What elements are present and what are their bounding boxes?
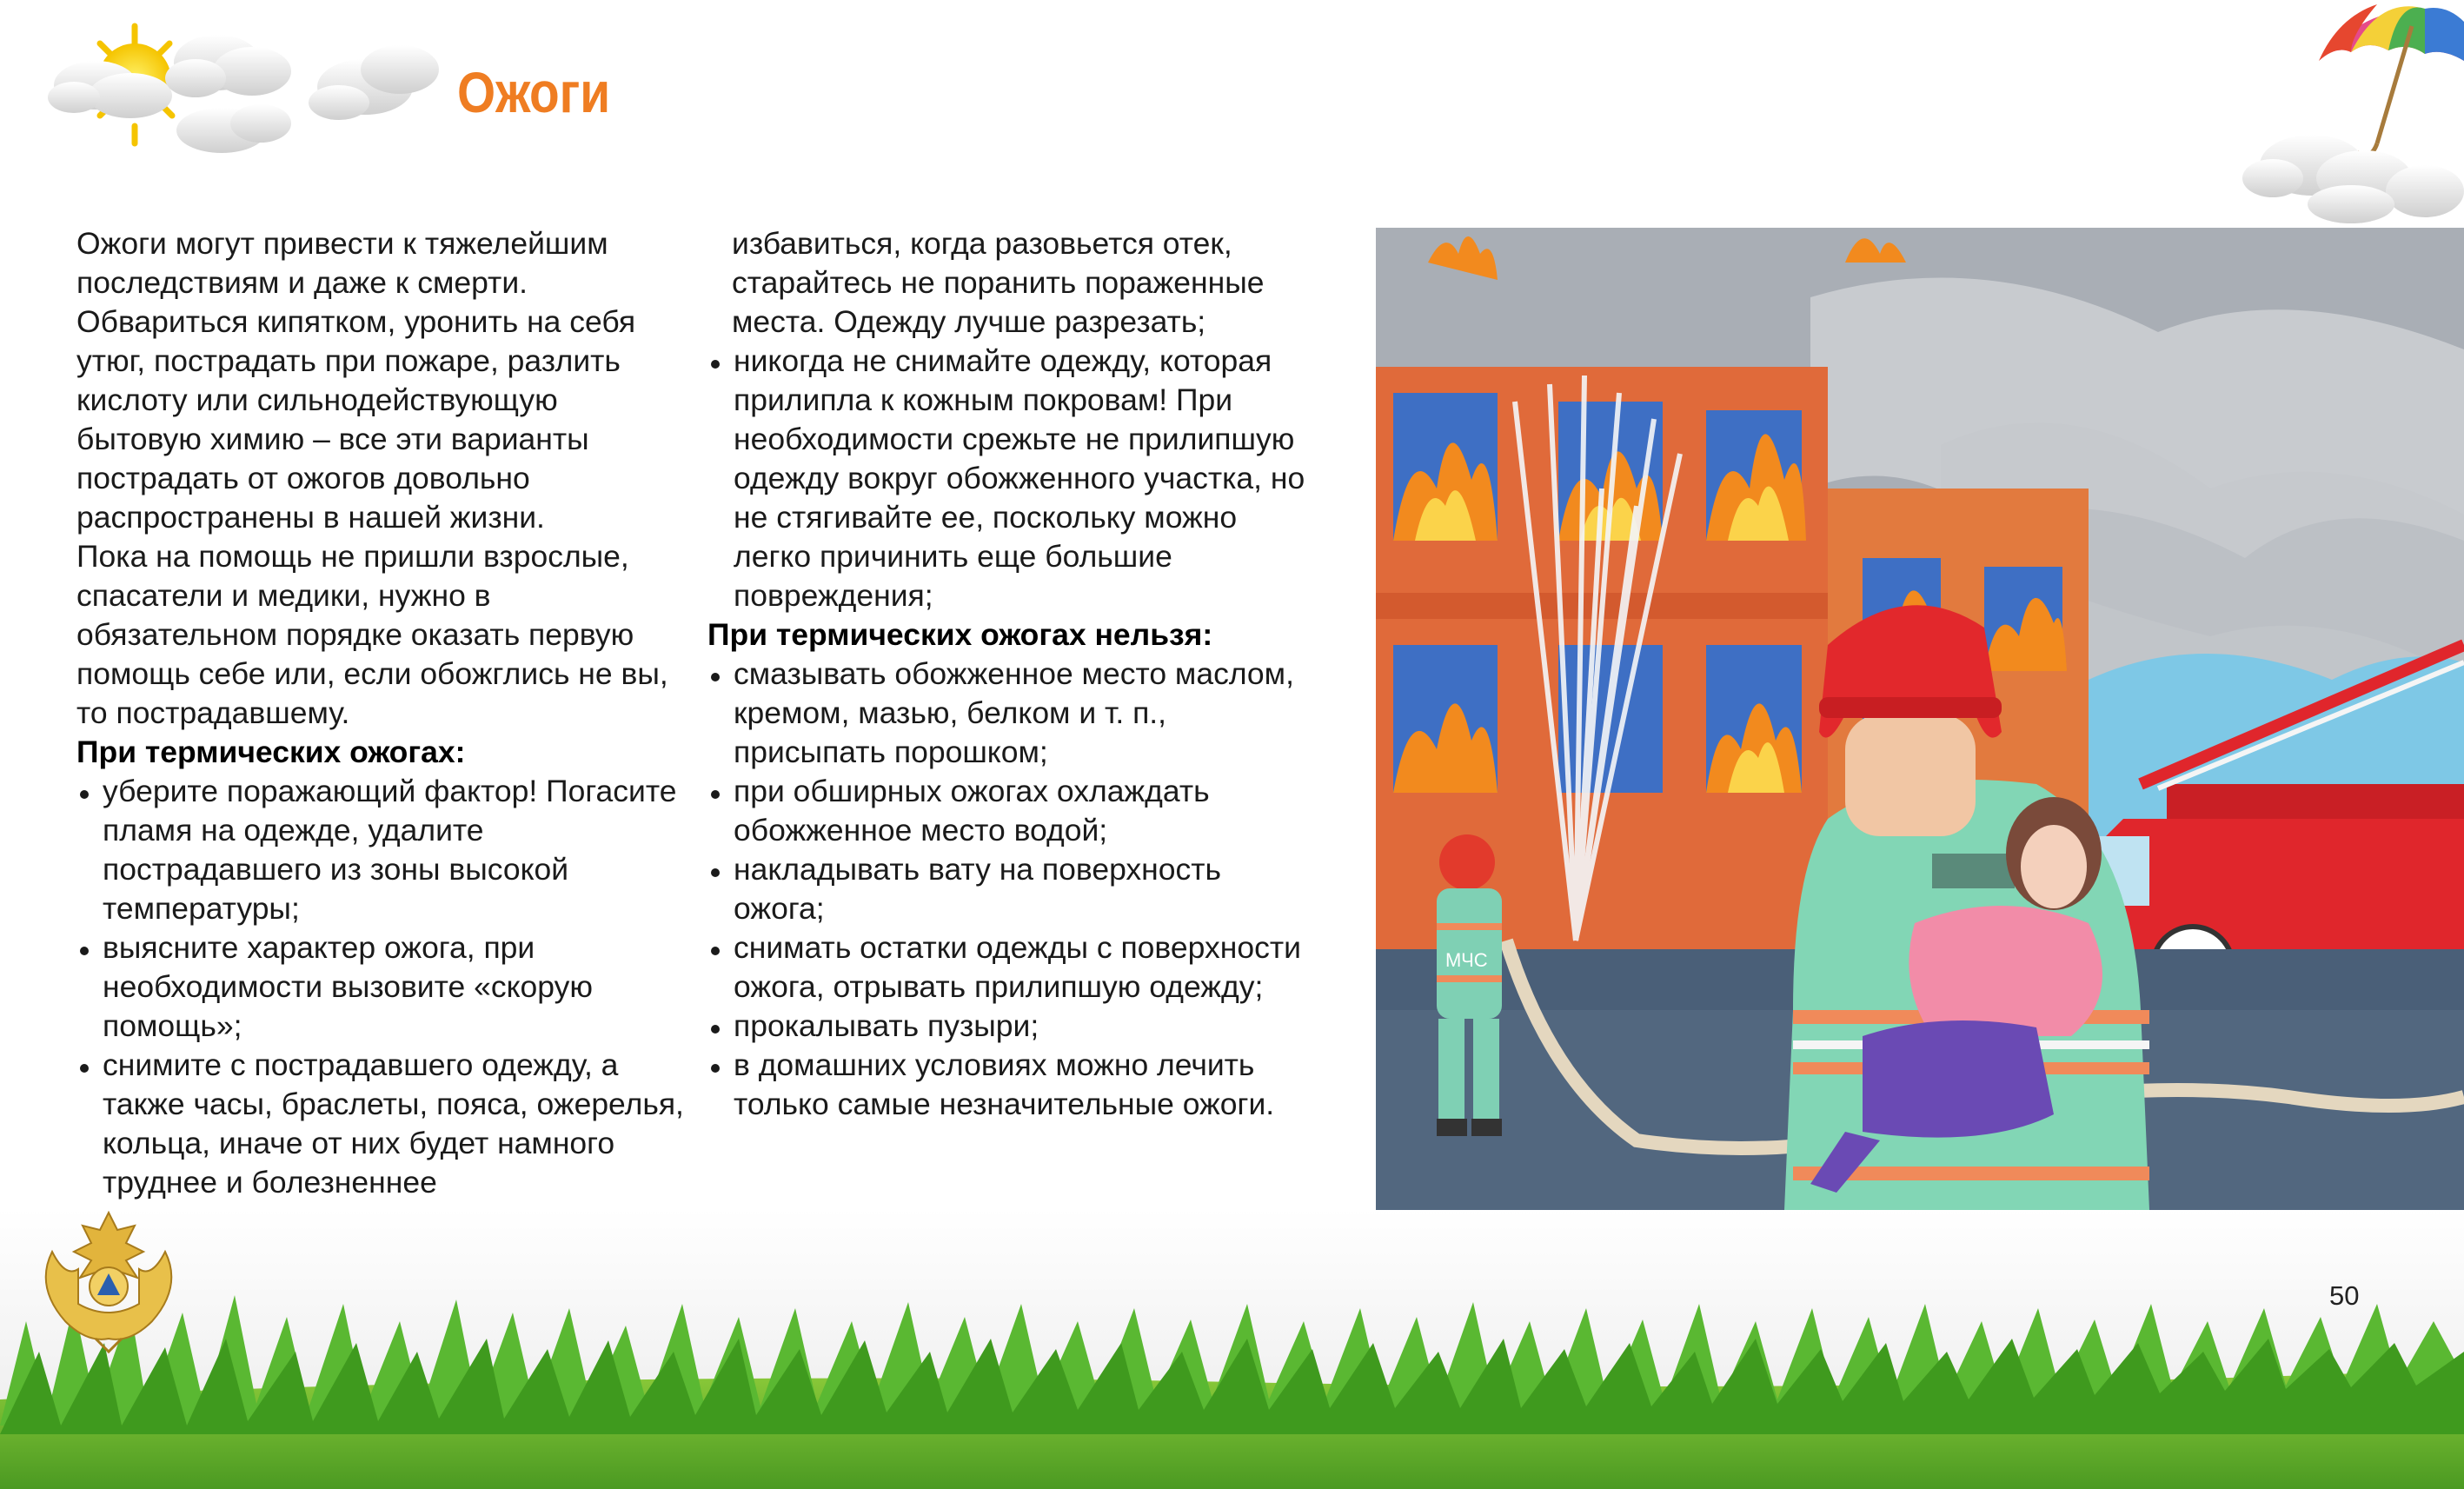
intro-paragraph: Ожоги могут привести к тяжелейшим последствиям и даже к смерти. Обвариться кипятком, уронить на себя утюг, пострадать при пожаре, разлить кислоту или сильнодействующую бытовую химию – все эти варианты пострадать от ожогов довольно распространены в нашей жизни. — [76, 226, 636, 535]
section-heading: При термических ожогах: — [76, 735, 466, 769]
forbidden-actions-list — [707, 655, 1316, 1124]
right-text-column — [707, 224, 1316, 1124]
cloud-icon — [2242, 135, 2464, 223]
continued-paragraph: избавиться, когда разовьется отек, старайтесь не поранить пораженные места. Одежду лучше разрезать; — [732, 226, 1265, 339]
intro-paragraph-2: Пока на помощь не пришли взрослые, спасатели и медики, нужно в обязательном порядке оказать первую помощь себе или, если обожглись не вы, то пострадавшему. — [76, 539, 668, 730]
list-item: в домашних условиях можно лечить только самые незначительные ожоги. — [707, 1046, 1316, 1124]
list-item: снимать остатки одежды с поверхности ожога, отрывать прилипшую одежду; — [707, 928, 1316, 1007]
page-title: Ожоги — [457, 60, 611, 124]
first-aid-list-continued — [707, 342, 1316, 615]
list-item: при обширных ожогах охлаждать обожженное место водой; — [707, 772, 1316, 850]
list-item: никогда не снимайте одежду, которая прилипла к кожным покровам! При необходимости срежьте не прилипшую одежду вокруг обожженного участка, но не стягивайте ее, поскольку можно легко причинить еще большие повреждения; — [707, 342, 1316, 615]
list-item: уберите поражающий фактор! Погасите пламя на одежде, удалите пострадавшего из зоны высокой температуры; — [76, 772, 687, 928]
list-item: снимите с пострадавшего одежду, а также часы, браслеты, пояса, ожерелья, кольца, иначе от них будет намного труднее и болезненнее — [76, 1046, 687, 1202]
list-item: прокалывать пузыри; — [707, 1007, 1316, 1046]
first-aid-list — [76, 772, 687, 1202]
list-item: накладывать вату на поверхность ожога; — [707, 850, 1316, 928]
page-number: 50 — [2329, 1280, 2360, 1311]
firefighter-rescue-illustration — [1376, 228, 2464, 1210]
section-heading: При термических ожогах нельзя: — [707, 617, 1213, 652]
list-item: смазывать обожженное место маслом, кремом, мазью, белком и т. п., присыпать порошком; — [707, 655, 1316, 772]
left-text-column — [76, 224, 687, 1202]
list-item: выясните характер ожога, при необходимости вызовите «скорую помощь»; — [76, 928, 687, 1046]
umbrella-icon — [2319, 4, 2464, 155]
helmet-text: МЧС — [1445, 949, 1488, 971]
